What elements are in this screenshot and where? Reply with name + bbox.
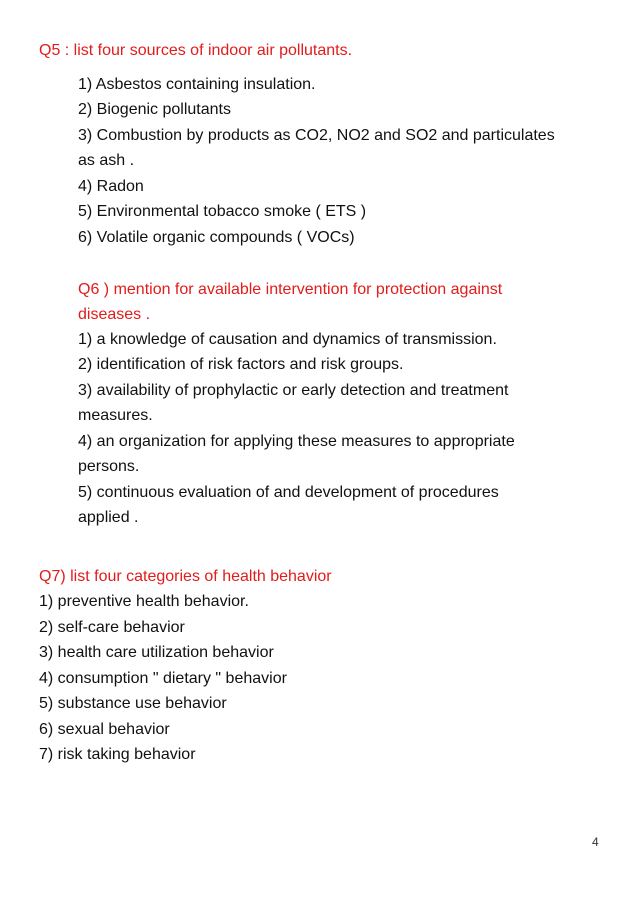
q7-item-6: 6) sexual behavior [39,721,170,738]
q7-item-7: 7) risk taking behavior [39,746,196,763]
q5-item-4: 4) Radon [78,178,144,195]
q6-heading: Q6 ) mention for available intervention for protection against [78,281,503,298]
q6-item-5: 5) continuous evaluation of and development of procedures [78,484,499,501]
q7-item-4: 4) consumption " dietary " behavior [39,670,287,687]
q6-item-5-continued: applied . [78,509,139,526]
page-number: 4 [592,835,599,849]
q5-item-2: 2) Biogenic pollutants [78,101,231,118]
q6-item-3: 3) availability of prophylactic or early detection and treatment [78,382,509,399]
q7-item-3: 3) health care utilization behavior [39,644,274,661]
q6-item-4: 4) an organization for applying these measures to appropriate [78,433,515,450]
q5-item-1: 1) Asbestos containing insulation. [78,76,316,93]
q5-heading: Q5 : list four sources of indoor air pollutants. [39,42,353,59]
q6-item-3-continued: measures. [78,407,153,424]
q5-item-6: 6) Volatile organic compounds ( VOCs) [78,229,355,246]
q7-item-2: 2) self-care behavior [39,619,185,636]
q7-heading: Q7) list four categories of health behavior [39,568,332,585]
q5-item-3: 3) Combustion by products as CO2, NO2 and SO2 and particulates [78,127,555,144]
q6-heading-continued: diseases . [78,306,151,323]
q7-item-1: 1) preventive health behavior. [39,593,249,610]
q5-item-3-continued: as ash . [78,152,135,169]
q7-item-5: 5) substance use behavior [39,695,227,712]
q5-item-5: 5) Environmental tobacco smoke ( ETS ) [78,203,367,220]
q6-item-2: 2) identification of risk factors and risk groups. [78,356,404,373]
q6-item-1: 1) a knowledge of causation and dynamics of transmission. [78,331,497,348]
q6-item-4-continued: persons. [78,458,140,475]
